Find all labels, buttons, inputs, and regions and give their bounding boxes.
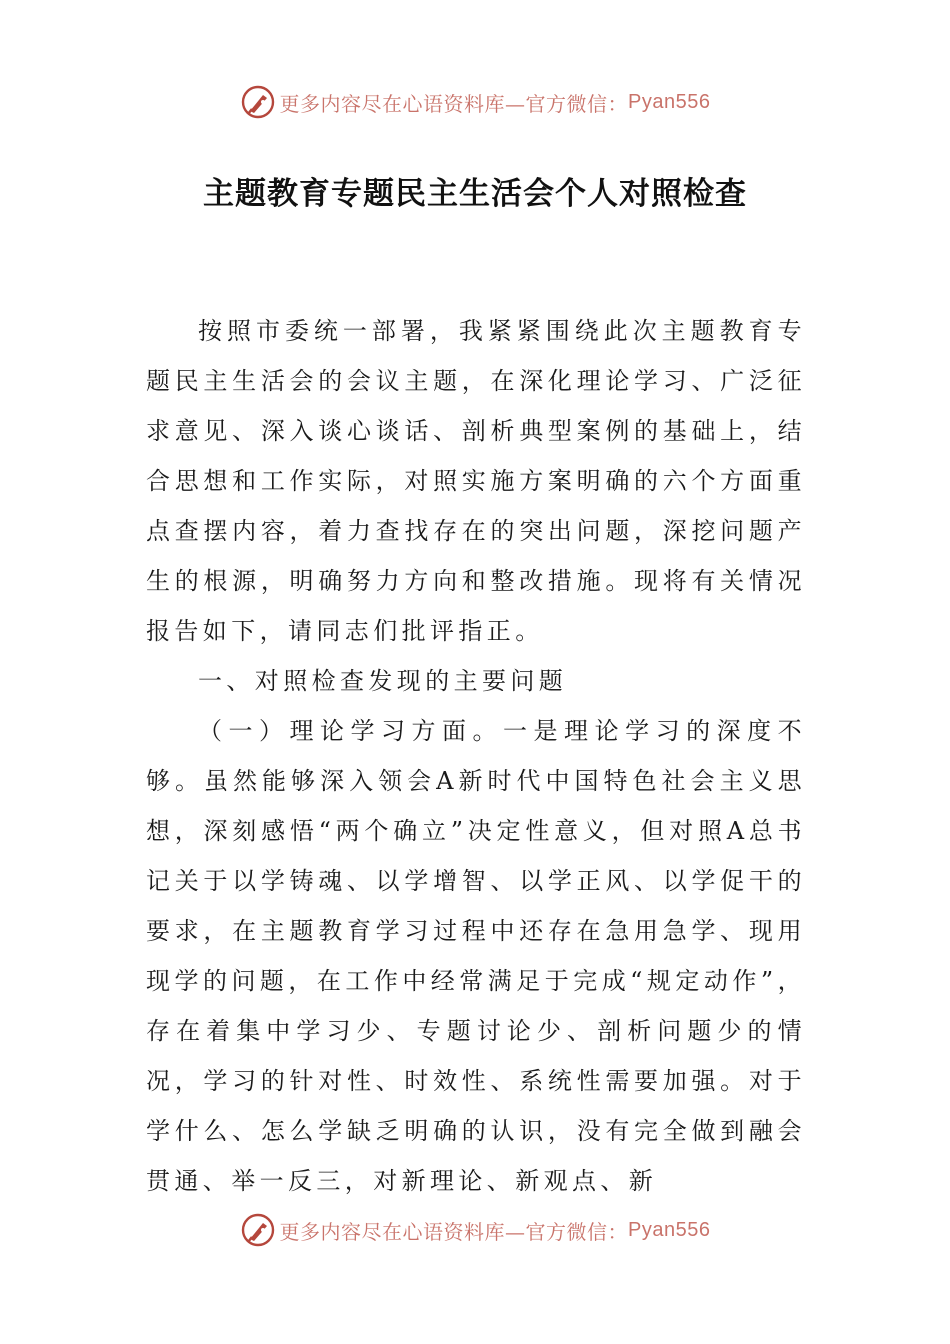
document-body bbox=[146, 306, 806, 1206]
watermark-text: 更多内容尽在心语资料库—官方微信： bbox=[279, 1219, 629, 1244]
pen-nib-logo-icon bbox=[240, 1212, 276, 1248]
watermark-header bbox=[0, 82, 950, 122]
section-heading: 一、对照检查发现的主要问题 bbox=[198, 667, 568, 695]
watermark-text: 更多内容尽在心语资料库—官方微信： bbox=[279, 91, 629, 116]
watermark-wechat-id: Pyan556 bbox=[628, 90, 711, 113]
watermark-footer bbox=[0, 1210, 950, 1250]
document-title: 主题教育专题民主生活会个人对照检查 bbox=[203, 176, 747, 212]
theory-study-paragraph: （一）理论学习方面。一是理论学习的深度不够。虽然能够深入领会A新时代中国特色社会主义思想，深刻感悟“两个确立”决定性意义，但对照A总书记关于以学铸魂、以学增智、以学正风、以学促干的要求，在主题教育学习过程中还存在急用急学、现用现学的问题，在工作中经常满足于完成“规定动作”，存在着集中学习少、专题讨论少、剖析问题少的情况，学习的针对性、时效性、系统性需要加强。对于学什么、怎么学缺乏明确的认识，没有完全做到融会贯通、举一反三，对新理论、新观点、新 bbox=[146, 717, 806, 1195]
intro-paragraph: 按照市委统一部署，我紧紧围绕此次主题教育专题民主生活会的会议主题，在深化理论学习、广泛征求意见、深入谈心谈话、剖析典型案例的基础上，结合思想和工作实际，对照实施方案明确的六个方面重点查摆内容，着力查找存在的突出问题，深挖问题产生的根源，明确努力方向和整改措施。现将有关情况报告如下，请同志们批评指正。 bbox=[146, 317, 806, 645]
watermark-wechat-id: Pyan556 bbox=[628, 1218, 711, 1241]
pen-nib-logo-icon bbox=[240, 84, 276, 120]
